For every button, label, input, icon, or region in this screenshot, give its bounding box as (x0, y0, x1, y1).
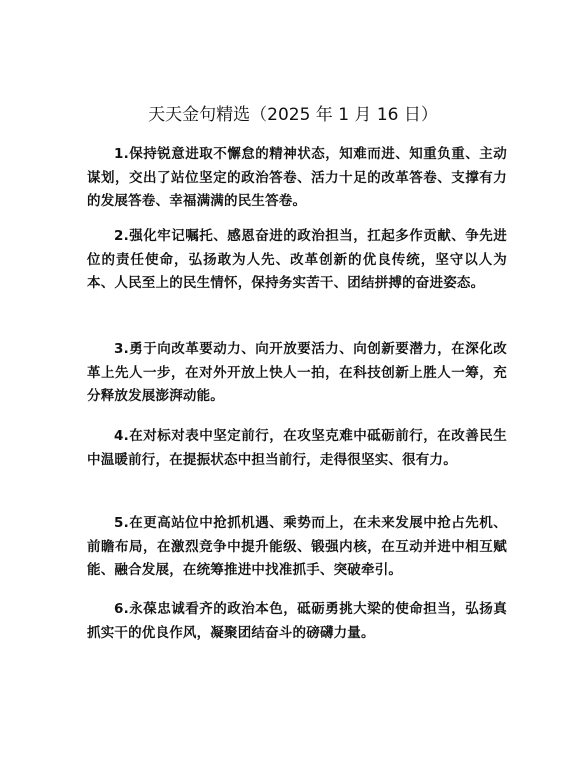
paragraph-3: 3.勇于向改革要动力、向开放要活力、向创新要潜力，在深化改革上先人一步，在对外开放上快人一拍，在科技创新上胜人一筹，充分释放发展澎湃动能。 (87, 341, 507, 404)
paragraph-5: 5.在更高站位中抢抓机遇、乘势而上，在未来发展中抢占先机、前瞻布局，在激烈竞争中提升能级、锻强内核，在互动并进中相互赋能、融合发展，在统筹推进中找准抓手、突破牵引。 (87, 515, 507, 578)
document-title: 天天金句精选（2025 年 1 月 16 日） (148, 105, 438, 125)
paragraph-1: 1.保持锐意进取不懈怠的精神状态，知难而进、知重负重、主动谋划，交出了站位坚定的政治答卷、活力十足的改革答卷、支撑有力的发展答卷、幸福满满的民生答卷。 (87, 146, 507, 209)
paragraph-6: 6.永葆忠诚看齐的政治本色，砥砺勇挑大梁的使命担当，弘扬真抓实干的优良作风，凝聚团结奋斗的磅礴力量。 (87, 601, 507, 641)
paragraph-2: 2.强化牢记嘱托、感恩奋进的政治担当，扛起多作贡献、争先进位的责任使命，弘扬敢为人先、改革创新的优良传统，坚守以人为本、人民至上的民生情怀，保持务实苦干、团结拼搏的奋进姿态。 (87, 228, 507, 291)
paragraph-4: 4.在对标对表中坚定前行，在攻坚克难中砥砺前行，在改善民生中温暖前行，在提振状态中担当前行，走得很坚实、很有力。 (87, 428, 507, 468)
